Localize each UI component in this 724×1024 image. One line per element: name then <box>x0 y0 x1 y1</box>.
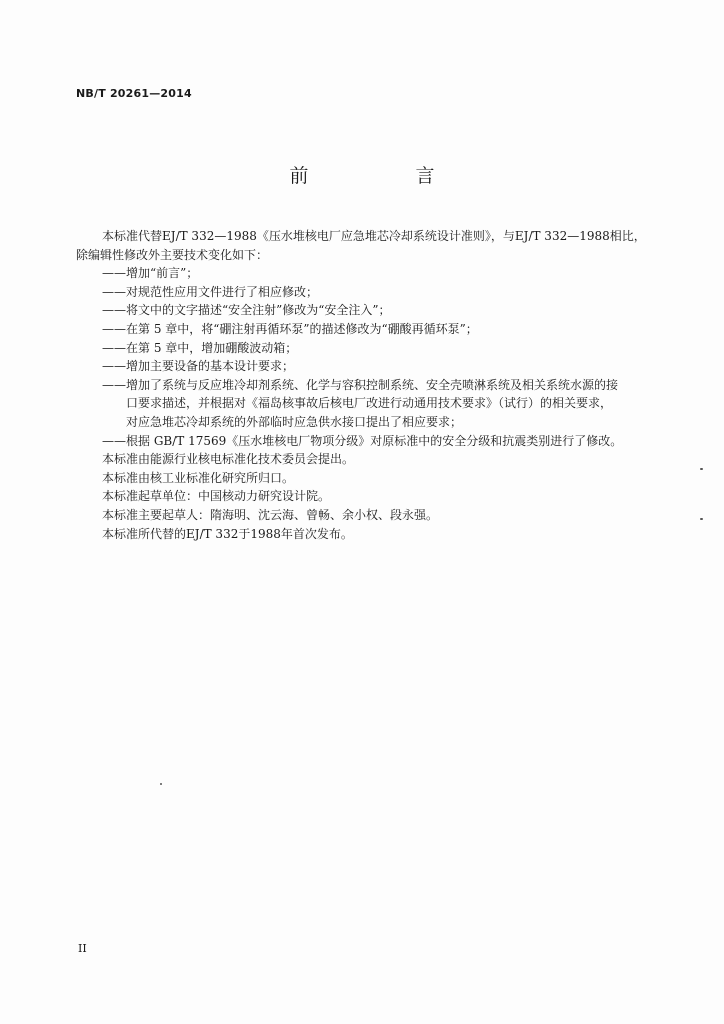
list-item-continuation: 口要求描述，并根据对《福岛核事故后核电厂改进行动通用技术要求》（试行）的相关要求， <box>126 396 613 411</box>
list-item: ——根据 GB/T 17569《压水堆核电厂物项分级》对原标准中的安全分级和抗震类别进行了修改。 <box>102 433 623 448</box>
paragraph-line: 本标准所代替的EJ/T 332于1988年首次发布。 <box>102 526 353 541</box>
paragraph-line: 本标准由核工业标准化研究所归口。 <box>102 470 295 485</box>
preface-body <box>76 227 676 543</box>
list-item: ——对规范性应用文件进行了相应修改； <box>102 284 319 299</box>
paragraph-line: 本标准代替EJ/T 332—1988《压水堆核电厂应急堆芯冷却系统设计准则》，与EJ/T 332—1988相比， <box>102 229 646 243</box>
list-item: ——增加“前言”； <box>102 266 199 281</box>
paragraph-line: 本标准主要起草人：隋海明、沈云海、曾畅、余小权、段永强。 <box>102 507 439 522</box>
page-number: II <box>78 942 87 955</box>
scan-speck <box>700 518 703 520</box>
scan-speck <box>700 468 703 470</box>
list-item: ——将文中的文字描述“安全注射”修改为“安全注入”； <box>102 303 391 318</box>
paragraph-line: 本标准起草单位：中国核动力研究设计院。 <box>102 489 331 504</box>
list-item: ——增加主要设备的基本设计要求； <box>102 359 295 374</box>
paragraph-line: 本标准由能源行业核电标准化技术委员会提出。 <box>102 452 355 467</box>
paragraph-line: 除编辑性修改外主要技术变化如下： <box>76 247 269 262</box>
standard-code: NB/T 20261—2014 <box>76 87 192 100</box>
list-item-continuation: 对应急堆芯冷却系统的外部临时应急供水接口提出了相应要求； <box>126 414 463 429</box>
list-item: ——增加了系统与反应堆冷却剂系统、化学与容积控制系统、安全壳喷淋系统及相关系统水源的接 <box>102 377 619 392</box>
list-item: ——在第 5 章中，增加硼酸波动箱； <box>102 340 298 355</box>
scan-speck <box>160 783 162 785</box>
page-title: 前 言 <box>289 165 479 187</box>
list-item: ——在第 5 章中，将“硼注射再循环泵”的描述修改为“硼酸再循环泵”； <box>102 321 478 336</box>
